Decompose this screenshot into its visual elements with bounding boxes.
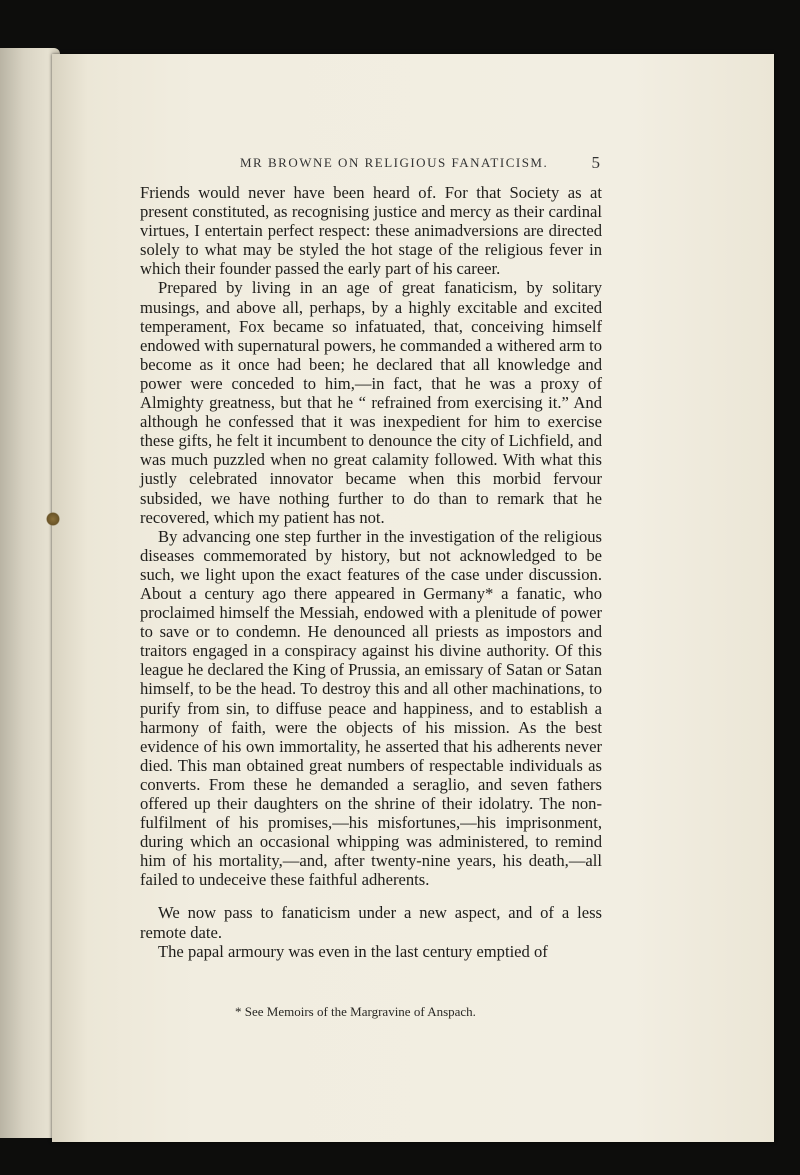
footnote: * See Memoirs of the Margravine of Anspach. [235, 1004, 476, 1019]
running-header [140, 153, 600, 173]
paragraph: Prepared by living in an age of great fanaticism, by solitary musings, and above all, perhaps, by a highly excitable and excited temperament, Fox became so infatuated, that, conceiving himself endowed with supernatural powers, he commanded a withered arm to become as it once had been; he declared that all knowledge and power were conceded to him,—in fact, that he was a proxy of Almighty greatness, but that he “ refrained from exercising it.” And although he confessed that it was inexpedient for him to exercise these gifts, he felt it incumbent to denounce the city of Lichfield, and was much puzzled when no great calamity followed. With what this justly celebrated innovator became when this morbid fervour subsided, we have nothing further to do than to remark that he recovered, which my patient has not. [140, 278, 602, 527]
paragraph: We now pass to fanaticism under a new aspect, and of a less remote date. [140, 903, 602, 942]
paper-stain [46, 512, 60, 526]
previous-page-edge [0, 48, 60, 1138]
paragraph: The papal armoury was even in the last century emptied of [158, 941, 548, 961]
paragraph: Friends would never have been heard of. For that Society as at present constituted, as recognising justice and mercy as their cardinal virtues, I entertain perfect respect: these animadversions are directed solely to what may be styled the hot stage of the religious fever in which their founder passed the early part of his career. [140, 183, 602, 279]
body-text [140, 183, 602, 961]
page-number: 5 [591, 153, 600, 172]
running-title: MR BROWNE ON RELIGIOUS FANATICISM. [240, 155, 549, 170]
paragraph: By advancing one step further in the investigation of the religious diseases commemorated by history, but not acknowledged to be such, we light upon the exact features of the case under discussion. About a century ago there appeared in Germany* a fanatic, who proclaimed himself the Messiah, endowed with a plenitude of power to save or to condemn. He denounced all priests as impostors and traitors engaged in a conspiracy against his divine authority. Of this league he declared the King of Prussia, an emissary of Satan or Satan himself, to be the head. To destroy this and all other machinations, to purify from sin, to diffuse peace and happiness, and to establish a harmony of faith, were the objects of his mission. As the best evidence of his own immortality, he asserted that his adherents never died. This man obtained great numbers of respectable individuals as converts. From these he demanded a seraglio, and seven fathers offered up their daughters on the shrine of their idolatry. The non-fulfilment of his promises,—his misfortunes,—his imprisonment, during which an occasional whipping was administered, to remind him of his mortality,—and, after twenty-nine years, his death,—all failed to undeceive these faithful adherents. [140, 526, 602, 890]
